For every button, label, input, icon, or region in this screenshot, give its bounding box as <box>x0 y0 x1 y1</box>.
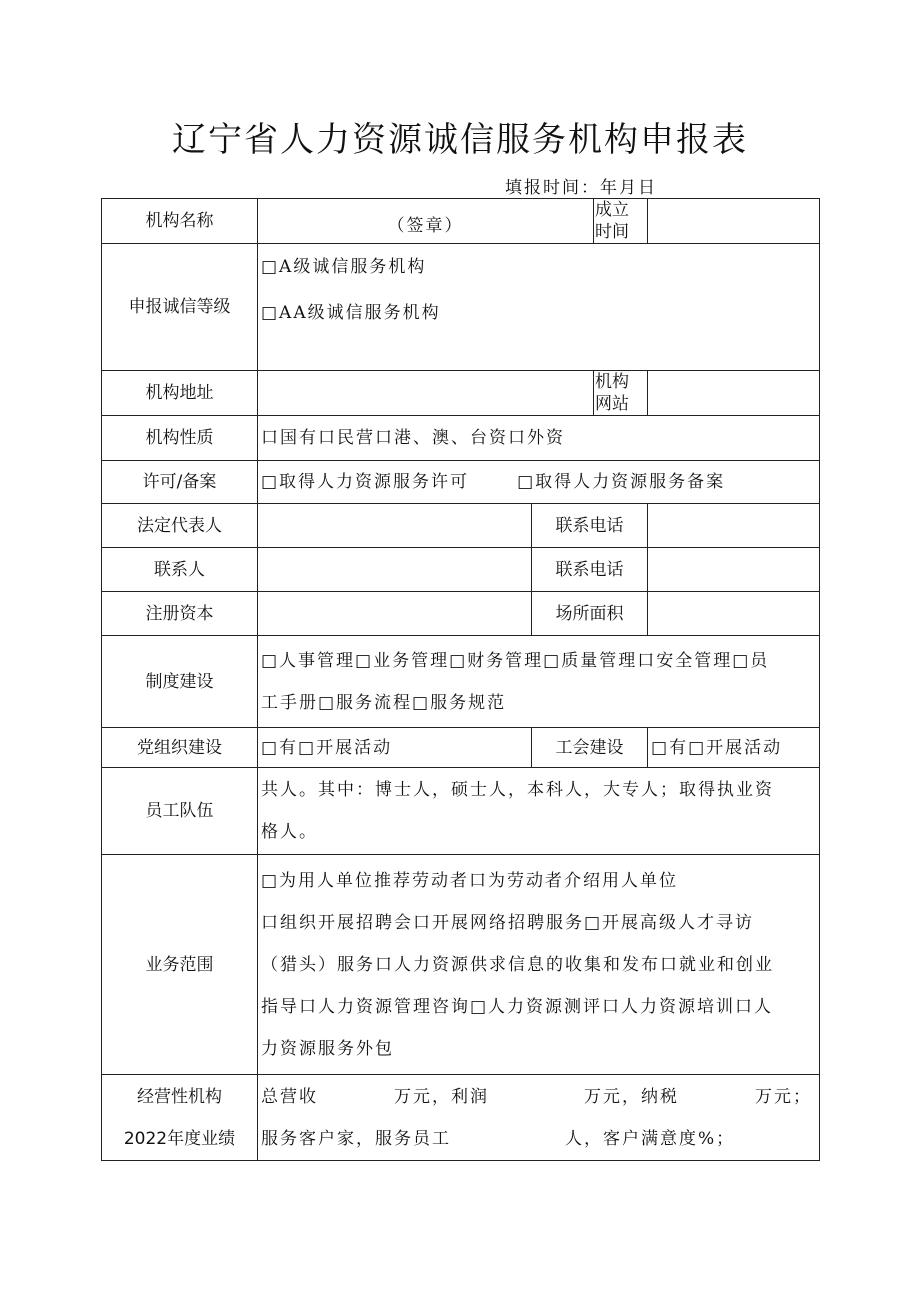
license-option-permit[interactable]: □取得人力资源服务许可 <box>261 472 470 492</box>
nature-label: 机构性质 <box>102 416 258 461</box>
staff-line-1: 共人。其中：博士人，硕士人，本科人，大专人；取得执业资 <box>261 780 774 800</box>
application-form-table <box>101 198 820 1161</box>
row-performance <box>102 1075 820 1161</box>
license-options <box>258 461 820 504</box>
row-org-name <box>102 199 820 244</box>
founded-label: 成立时间 <box>594 199 648 244</box>
row-party <box>102 728 820 768</box>
system-line-1[interactable]: □人事管理□业务管理□财务管理□质量管理口安全管理□员 <box>261 650 770 671</box>
fill-time: 填报时间：年月日 <box>505 178 657 198</box>
system-options <box>258 636 820 728</box>
union-label: 工会建设 <box>532 728 648 768</box>
contact-phone-value[interactable] <box>648 548 820 592</box>
address-label: 机构地址 <box>102 371 258 416</box>
performance-text <box>258 1075 820 1161</box>
row-legal-rep <box>102 504 820 548</box>
org-name-label: 机构名称 <box>102 199 258 244</box>
contact-label: 联系人 <box>102 548 258 592</box>
performance-label <box>102 1075 258 1161</box>
performance-label-line-2: 2022年度业绩 <box>123 1128 236 1149</box>
founded-value[interactable] <box>648 199 820 244</box>
contact-phone-label: 联系电话 <box>532 548 648 592</box>
party-label: 党组织建设 <box>102 728 258 768</box>
staff-text <box>258 768 820 855</box>
party-options[interactable]: □有□开展活动 <box>258 728 532 768</box>
row-license <box>102 461 820 504</box>
row-grade <box>102 244 820 371</box>
grade-label: 申报诚信等级 <box>102 244 258 371</box>
scope-line-3[interactable]: （猎头）服务口人力资源供求信息的收集和发布口就业和创业 <box>261 954 774 975</box>
scope-options <box>258 855 820 1075</box>
staff-label: 员工队伍 <box>102 768 258 855</box>
grade-options <box>258 244 820 371</box>
row-contact <box>102 548 820 592</box>
website-label: 机构网站 <box>594 371 648 416</box>
org-name-value[interactable]: （签章） <box>258 199 594 244</box>
row-nature <box>102 416 820 461</box>
scope-line-4[interactable]: 指导口人力资源管理咨询□人力资源测评口人力资源培训口人 <box>261 996 774 1017</box>
form-title: 辽宁省人力资源诚信服务机构申报表 <box>172 120 748 160</box>
legal-rep-phone-value[interactable] <box>648 504 820 548</box>
license-option-filing[interactable]: □取得人力资源服务备案 <box>517 472 726 492</box>
scope-line-5[interactable]: 力资源服务外包 <box>261 1038 394 1059</box>
union-options[interactable]: □有□开展活动 <box>648 728 820 768</box>
website-value[interactable] <box>648 371 820 416</box>
area-label: 场所面积 <box>532 592 648 636</box>
row-address <box>102 371 820 416</box>
license-label: 许可/备案 <box>102 461 258 504</box>
system-line-2[interactable]: 工手册□服务流程□服务规范 <box>261 692 507 713</box>
area-value[interactable] <box>648 592 820 636</box>
grade-option-aa[interactable]: □AA级诚信服务机构 <box>261 303 441 323</box>
performance-line-2: 服务客户家，服务员工 人，客户满意度%； <box>261 1128 736 1149</box>
row-scope <box>102 855 820 1075</box>
legal-rep-label: 法定代表人 <box>102 504 258 548</box>
legal-rep-phone-label: 联系电话 <box>532 504 648 548</box>
capital-label: 注册资本 <box>102 592 258 636</box>
scope-line-2[interactable]: 口组织开展招聘会口开展网络招聘服务□开展高级人才寻访 <box>261 912 755 933</box>
capital-value[interactable] <box>258 592 532 636</box>
performance-label-line-1: 经营性机构 <box>137 1086 222 1107</box>
row-staff <box>102 768 820 855</box>
legal-rep-value[interactable] <box>258 504 532 548</box>
scope-label: 业务范围 <box>102 855 258 1075</box>
contact-value[interactable] <box>258 548 532 592</box>
staff-line-2: 格人。 <box>261 822 318 842</box>
scope-line-1[interactable]: □为用人单位推荐劳动者口为劳动者介绍用人单位 <box>261 870 679 891</box>
system-label: 制度建设 <box>102 636 258 728</box>
address-value[interactable] <box>258 371 594 416</box>
nature-options[interactable]: 口国有口民营口港、澳、台资口外资 <box>258 416 820 461</box>
row-system <box>102 636 820 728</box>
grade-option-a[interactable]: □A级诚信服务机构 <box>261 257 427 277</box>
performance-line-1: 总营收 万元，利润 万元，纳税 万元； <box>261 1086 812 1107</box>
row-capital <box>102 592 820 636</box>
